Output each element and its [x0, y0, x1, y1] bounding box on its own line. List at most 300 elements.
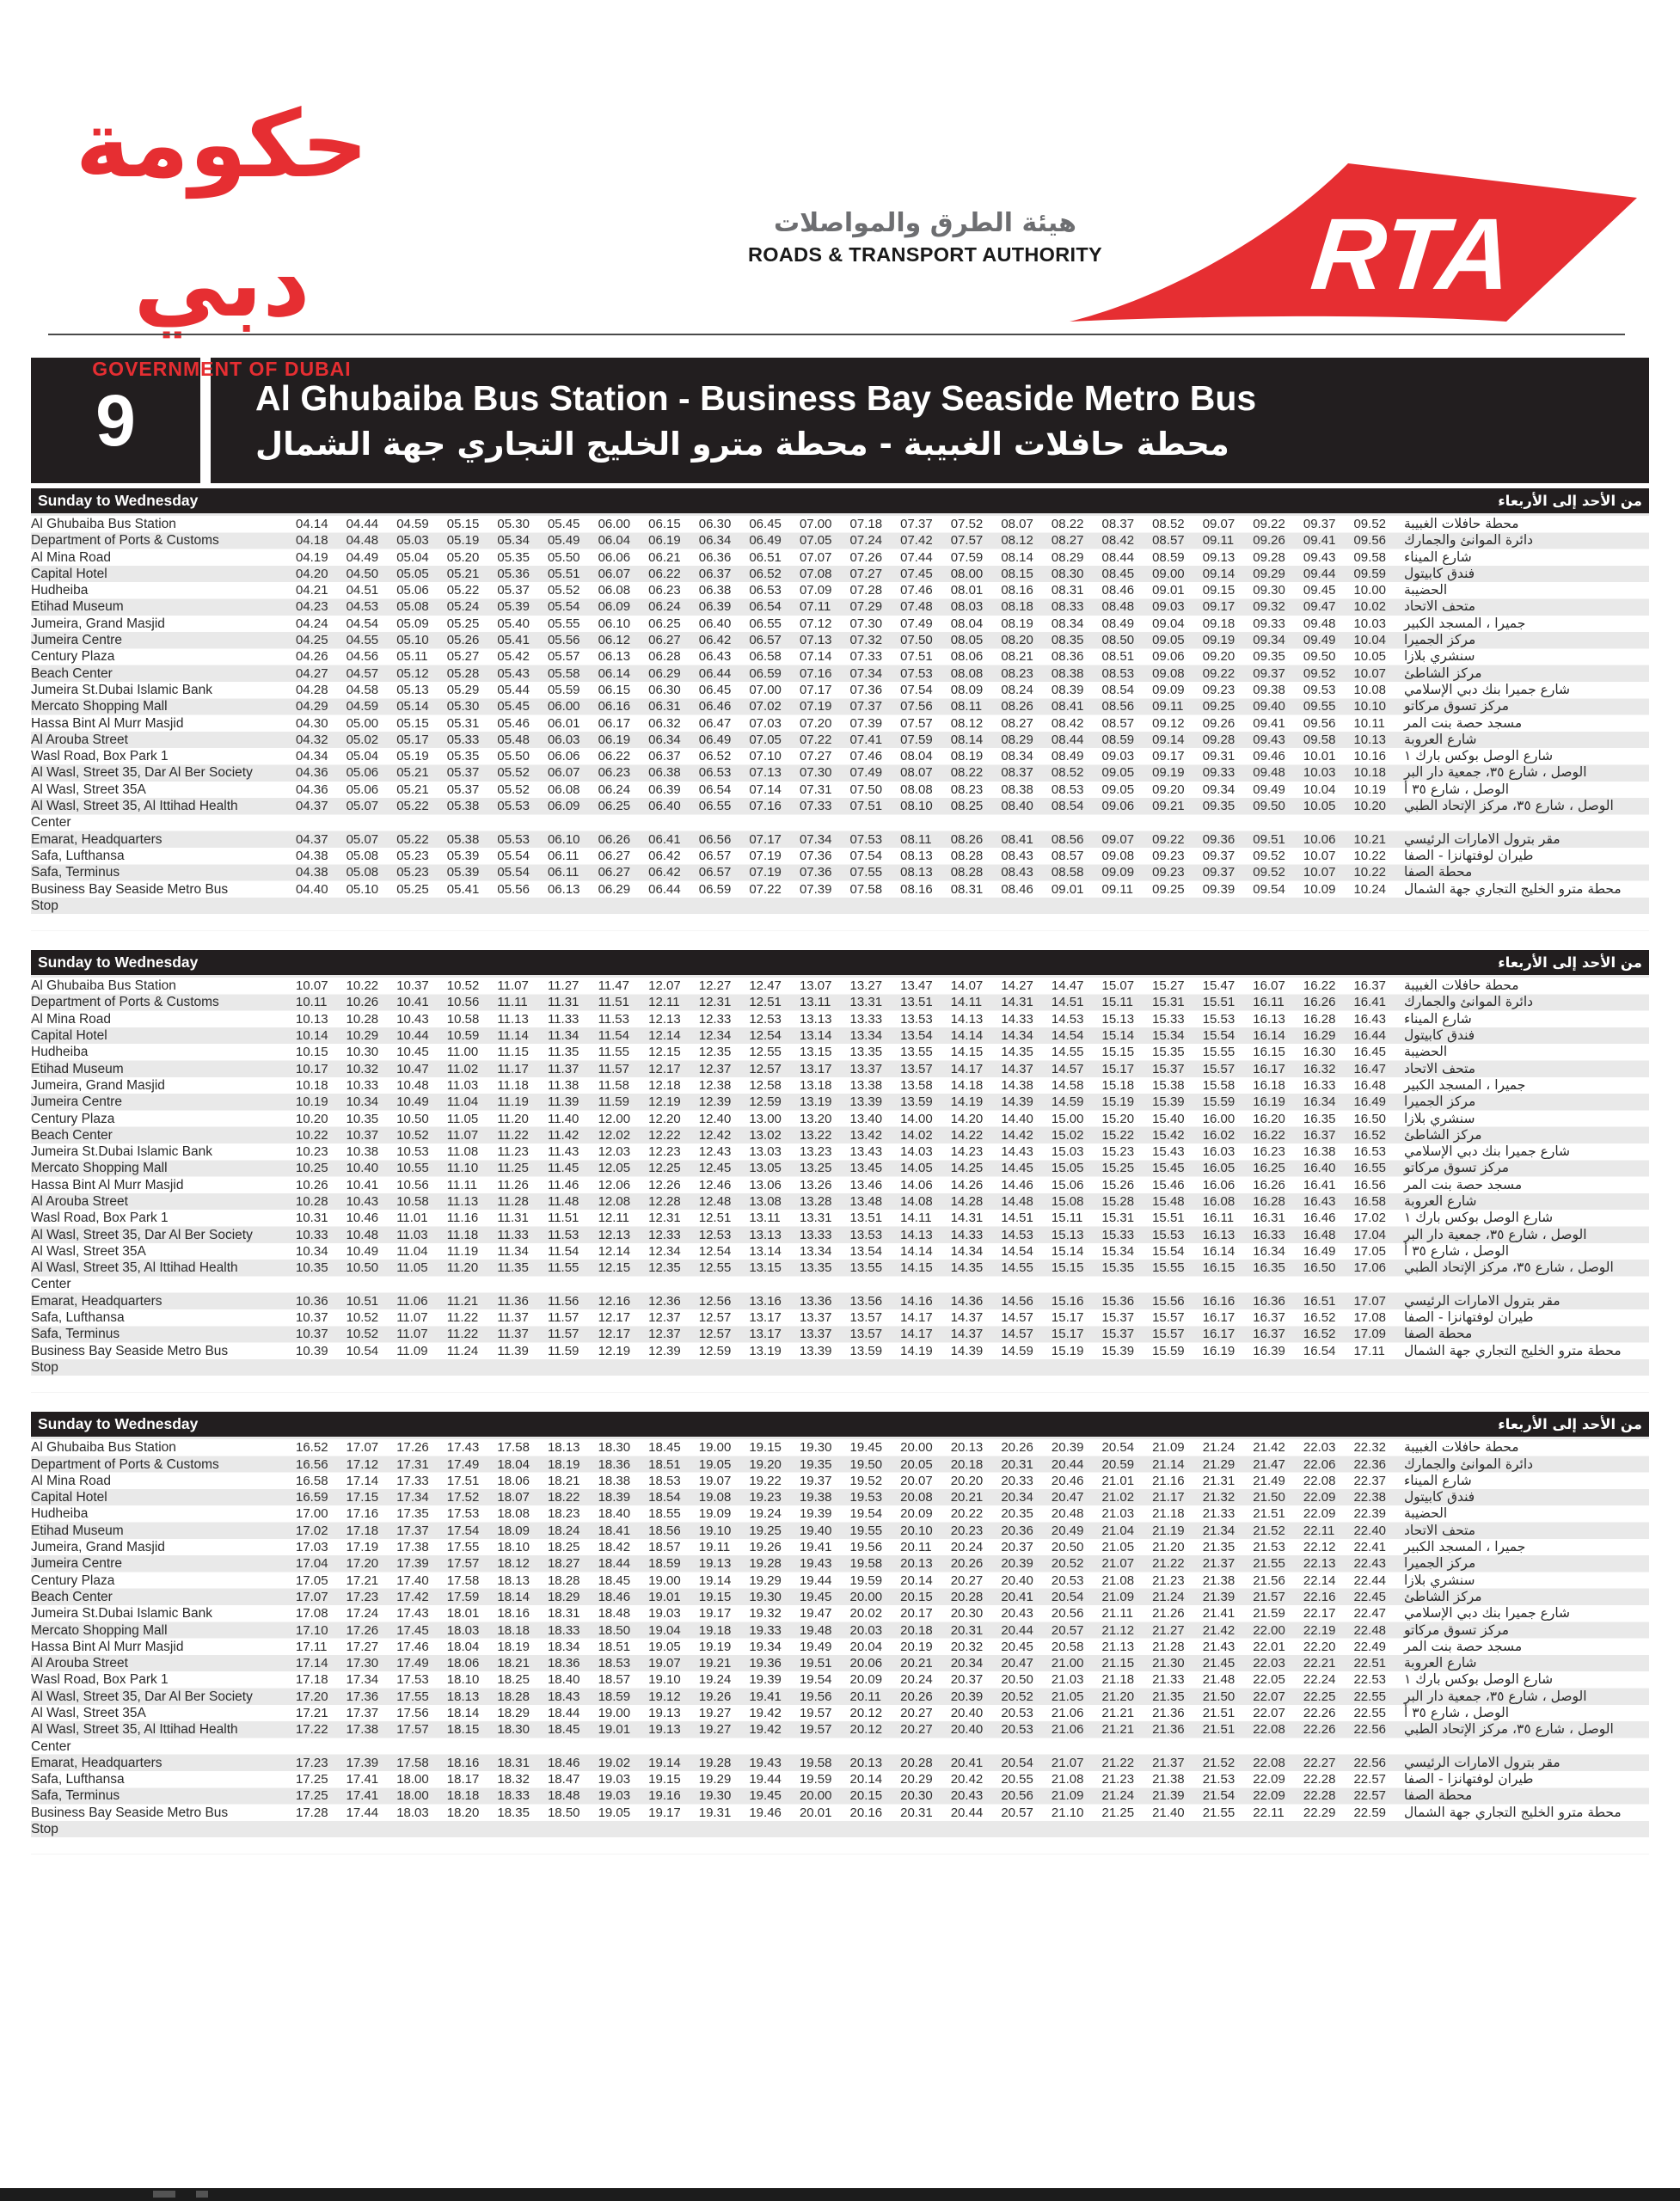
time-cell: 21.51 — [1202, 1722, 1235, 1738]
time-cell: 15.19 — [1101, 1094, 1135, 1110]
time-cell: 09.40 — [1253, 699, 1285, 714]
stop-name-english — [31, 1771, 296, 1787]
stop-name-english-text: Century Plaza — [31, 1111, 115, 1126]
time-cell: 06.57 — [698, 848, 732, 863]
time-cell: 13.54 — [849, 1243, 883, 1259]
time-cell: 04.53 — [346, 599, 379, 615]
time-cell: 21.00 — [1051, 1656, 1084, 1671]
time-cell: 08.16 — [1001, 583, 1033, 598]
departure-times — [296, 1721, 1404, 1738]
time-cell: 10.56 — [446, 995, 480, 1010]
time-cell: 19.39 — [749, 1672, 782, 1688]
time-cell: 21.57 — [1253, 1589, 1285, 1604]
departure-times — [296, 715, 1404, 732]
stop-name-english — [31, 1193, 296, 1210]
time-cell: 06.21 — [648, 549, 681, 565]
time-cell: 10.39 — [296, 1343, 328, 1358]
time-cell: 20.45 — [1001, 1639, 1033, 1654]
stop-name-english-text: Business Bay Seaside Metro Bus Stop — [31, 1343, 229, 1375]
time-cell: 09.37 — [1202, 848, 1235, 863]
time-cell: 05.02 — [346, 732, 379, 747]
time-cell: 18.16 — [497, 1606, 530, 1622]
stop-name-english — [31, 748, 296, 764]
time-cell: 06.10 — [547, 831, 580, 847]
time-cell: 11.38 — [547, 1077, 579, 1093]
time-cell: 13.57 — [900, 1061, 933, 1076]
time-cell: 08.28 — [950, 865, 984, 880]
time-cell: 08.57 — [1152, 533, 1185, 549]
time-cell: 19.28 — [749, 1556, 782, 1572]
time-cell: 22.19 — [1303, 1622, 1336, 1638]
time-cell: 09.17 — [1152, 749, 1185, 764]
stop-name-english — [31, 881, 296, 915]
time-cell: 08.06 — [950, 649, 984, 665]
time-cell: 18.30 — [598, 1440, 631, 1456]
stop-name-english — [31, 1573, 296, 1589]
time-cell: 21.02 — [1101, 1490, 1135, 1505]
time-cell: 07.27 — [849, 566, 883, 581]
stop-name-arabic: مركز الشاطئ — [1404, 665, 1482, 681]
header-divider — [48, 334, 1625, 335]
stop-name-english — [31, 764, 296, 781]
time-cell: 09.23 — [1152, 865, 1185, 880]
time-cell: 13.57 — [849, 1310, 883, 1326]
time-cell: 16.56 — [1353, 1177, 1387, 1192]
time-cell: 12.06 — [598, 1177, 631, 1192]
time-cell: 17.25 — [296, 1788, 328, 1804]
time-cell: 12.05 — [598, 1161, 631, 1176]
time-cell: 16.28 — [1303, 1011, 1336, 1027]
time-cell: 19.35 — [799, 1456, 832, 1472]
stop-name-arabic: شارع جميرا بنك دبي الإسلامي — [1404, 681, 1571, 697]
time-cell: 21.52 — [1253, 1523, 1285, 1538]
time-cell: 20.36 — [1001, 1523, 1033, 1538]
time-cell: 07.12 — [799, 616, 832, 631]
time-cell: 05.07 — [346, 799, 379, 814]
time-cell: 15.06 — [1051, 1177, 1084, 1192]
time-cell: 12.16 — [598, 1293, 631, 1309]
time-cell: 09.33 — [1202, 765, 1235, 781]
time-cell: 13.51 — [900, 995, 933, 1010]
time-cell: 08.51 — [1101, 649, 1135, 665]
time-cell: 11.35 — [497, 1260, 529, 1276]
time-cell: 07.54 — [900, 682, 933, 697]
time-cell: 13.19 — [749, 1343, 782, 1358]
time-cell: 11.23 — [497, 1144, 529, 1160]
time-cell: 12.37 — [648, 1310, 681, 1326]
time-cell: 07.52 — [950, 517, 984, 531]
time-cell: 05.39 — [446, 865, 480, 880]
time-cell: 15.37 — [1101, 1310, 1135, 1326]
time-cell: 11.04 — [396, 1243, 428, 1259]
time-cell: 15.53 — [1152, 1227, 1185, 1242]
time-cell: 22.43 — [1353, 1556, 1387, 1572]
time-cell: 08.56 — [1101, 699, 1135, 714]
time-cell: 20.52 — [1051, 1556, 1084, 1572]
time-cell: 05.50 — [497, 749, 530, 764]
time-cell: 10.35 — [346, 1111, 379, 1126]
time-cell: 19.29 — [749, 1573, 782, 1588]
time-cell: 18.55 — [648, 1506, 681, 1522]
time-cell: 08.43 — [1001, 848, 1033, 863]
time-cell: 15.13 — [1051, 1227, 1084, 1242]
time-cell: 09.43 — [1253, 732, 1285, 747]
stop-name-english — [31, 1655, 296, 1671]
time-cell: 14.53 — [1001, 1227, 1033, 1242]
time-cell: 06.42 — [648, 865, 681, 880]
time-cell: 05.52 — [547, 583, 580, 598]
time-cell: 18.30 — [497, 1722, 530, 1738]
time-cell: 18.16 — [446, 1755, 480, 1770]
time-cell: 11.59 — [598, 1094, 629, 1110]
time-cell: 16.26 — [1253, 1177, 1285, 1192]
time-cell: 14.57 — [1051, 1061, 1084, 1076]
time-cell: 10.22 — [1353, 865, 1387, 880]
time-cell: 14.35 — [1001, 1045, 1033, 1060]
time-cell: 16.02 — [1202, 1127, 1235, 1143]
time-cell: 13.13 — [799, 1011, 832, 1027]
time-cell: 16.34 — [1253, 1243, 1285, 1259]
time-cell: 22.59 — [1353, 1805, 1387, 1820]
time-cell: 17.57 — [446, 1556, 480, 1572]
time-cell: 11.20 — [497, 1111, 529, 1126]
time-cell: 19.05 — [598, 1805, 631, 1820]
time-cell: 10.58 — [396, 1193, 429, 1209]
time-cell: 17.07 — [1353, 1293, 1387, 1309]
time-cell: 22.49 — [1353, 1639, 1387, 1654]
time-cell: 08.19 — [950, 749, 984, 764]
stop-name-arabic: فندق كابيتول — [1404, 1489, 1475, 1505]
time-cell: 15.00 — [1051, 1111, 1084, 1126]
table-row — [31, 1160, 1649, 1176]
time-cell: 09.25 — [1152, 881, 1185, 897]
time-cell: 06.29 — [648, 665, 681, 681]
time-cell: 08.11 — [950, 699, 983, 714]
time-cell: 09.23 — [1202, 682, 1235, 697]
time-cell: 11.51 — [598, 995, 629, 1010]
time-cell: 19.54 — [849, 1506, 883, 1522]
time-cell: 09.56 — [1353, 533, 1387, 549]
time-cell: 10.16 — [1353, 749, 1387, 764]
time-cell: 06.00 — [598, 517, 631, 531]
time-cell: 18.45 — [648, 1440, 681, 1456]
time-cell: 05.54 — [497, 848, 530, 863]
departure-times — [296, 1505, 1404, 1522]
time-cell: 13.43 — [849, 1144, 883, 1160]
day-range-label-english: Sunday to Wednesday — [38, 1415, 199, 1433]
time-cell: 09.33 — [1253, 616, 1285, 631]
time-cell: 14.11 — [950, 995, 983, 1010]
stop-name-english — [31, 1293, 296, 1309]
time-cell: 17.43 — [446, 1440, 480, 1456]
time-cell: 14.14 — [900, 1243, 933, 1259]
time-cell: 09.22 — [1202, 665, 1235, 681]
stop-name-english — [31, 1489, 296, 1505]
time-cell: 22.09 — [1253, 1772, 1285, 1787]
time-cell: 12.45 — [698, 1161, 732, 1176]
stop-name-arabic: مركز الشاطئ — [1404, 1588, 1482, 1604]
table-row — [31, 1439, 1649, 1456]
time-cell: 16.40 — [1303, 1161, 1336, 1176]
table-row — [31, 549, 1649, 566]
time-cell: 06.32 — [648, 715, 681, 731]
time-cell: 15.36 — [1101, 1293, 1135, 1309]
time-cell: 04.36 — [296, 765, 328, 781]
time-cell: 12.23 — [648, 1144, 681, 1160]
time-cell: 19.21 — [698, 1656, 732, 1671]
time-cell: 17.14 — [346, 1473, 379, 1488]
time-cell: 04.49 — [346, 549, 379, 565]
time-cell: 18.13 — [547, 1440, 580, 1456]
time-cell: 18.03 — [446, 1622, 480, 1638]
time-cell: 19.45 — [849, 1440, 883, 1456]
stop-name-arabic: شارع الوصل بوكس بارك ١ — [1404, 748, 1554, 764]
time-cell: 14.57 — [1001, 1310, 1033, 1326]
time-cell: 14.58 — [1051, 1077, 1084, 1093]
stop-name-arabic: دائرة الموانئ والجمارك — [1404, 532, 1534, 549]
stop-name-arabic: محطة الصفا — [1404, 864, 1473, 880]
time-cell: 08.10 — [900, 799, 933, 814]
departure-times — [296, 1127, 1404, 1143]
time-cell: 17.45 — [396, 1622, 429, 1638]
time-cell: 19.29 — [698, 1772, 732, 1787]
time-cell: 09.05 — [1101, 782, 1135, 797]
time-cell: 12.37 — [698, 1061, 732, 1076]
time-cell: 08.56 — [1051, 831, 1084, 847]
time-cell: 14.25 — [950, 1161, 984, 1176]
time-cell: 08.57 — [1051, 848, 1084, 863]
departure-times — [296, 1343, 1404, 1359]
time-cell: 06.11 — [547, 848, 579, 863]
time-cell: 13.16 — [749, 1293, 782, 1309]
time-cell: 12.51 — [749, 995, 782, 1010]
time-cell: 10.37 — [396, 978, 429, 994]
time-cell: 20.22 — [950, 1506, 984, 1522]
time-cell: 08.12 — [1001, 533, 1033, 549]
time-cell: 11.18 — [497, 1077, 529, 1093]
time-cell: 16.38 — [1303, 1144, 1336, 1160]
departure-times — [296, 1787, 1404, 1804]
stop-name-arabic: شارع الوصل بوكس بارك ١ — [1404, 1210, 1554, 1226]
time-cell: 07.16 — [749, 799, 782, 814]
stop-name-english-text: Beach Center — [31, 1589, 113, 1604]
stop-name-english-text: Al Arouba Street — [31, 732, 128, 747]
time-cell: 14.54 — [1051, 1028, 1084, 1044]
stop-name-english-text: Al Wasl, Street 35, Dar Al Ber Society — [31, 1227, 253, 1242]
time-cell: 14.06 — [900, 1177, 933, 1192]
time-cell: 19.01 — [598, 1722, 631, 1738]
departure-times — [296, 994, 1404, 1010]
time-cell: 21.40 — [1152, 1805, 1185, 1820]
time-cell: 08.49 — [1101, 616, 1135, 631]
time-cell: 07.03 — [749, 715, 782, 731]
departure-times — [296, 1705, 1404, 1721]
time-cell: 11.09 — [396, 1343, 428, 1358]
stop-name-english — [31, 1243, 296, 1260]
time-cell: 05.11 — [396, 649, 428, 665]
time-cell: 16.14 — [1253, 1028, 1285, 1044]
time-cell: 07.07 — [799, 549, 832, 565]
stop-name-english — [31, 1077, 296, 1094]
time-cell: 14.56 — [1001, 1293, 1033, 1309]
time-cell: 04.29 — [296, 699, 328, 714]
time-cell: 08.42 — [1051, 715, 1084, 731]
stop-name-arabic: مسجد حصة بنت المر — [1404, 1176, 1523, 1192]
departure-times — [296, 1326, 1404, 1342]
time-cell: 19.58 — [849, 1556, 883, 1572]
time-cell: 10.22 — [1353, 848, 1387, 863]
time-cell: 07.19 — [799, 699, 832, 714]
time-cell: 05.46 — [497, 715, 530, 731]
stop-name-english-text: Emarat, Headquarters — [31, 831, 162, 847]
table-row — [31, 1505, 1649, 1522]
time-cell: 21.54 — [1202, 1788, 1235, 1804]
time-cell: 22.00 — [1253, 1622, 1285, 1638]
time-cell: 11.07 — [446, 1127, 479, 1143]
time-cell: 08.14 — [1001, 549, 1033, 565]
time-cell: 10.44 — [396, 1028, 429, 1044]
time-cell: 04.58 — [346, 682, 379, 697]
time-cell: 21.23 — [1101, 1772, 1135, 1787]
time-cell: 11.07 — [396, 1310, 428, 1326]
time-cell: 13.26 — [799, 1177, 832, 1192]
time-cell: 04.19 — [296, 549, 328, 565]
time-cell: 12.54 — [749, 1028, 782, 1044]
time-cell: 21.53 — [1253, 1540, 1285, 1555]
time-cell: 14.33 — [1001, 1011, 1033, 1027]
time-cell: 08.57 — [1101, 715, 1135, 731]
time-cell: 20.57 — [1051, 1622, 1084, 1638]
stop-name-arabic: مسجد حصة بنت المر — [1404, 1638, 1523, 1654]
time-cell: 20.00 — [849, 1589, 883, 1604]
time-cell: 16.49 — [1303, 1243, 1336, 1259]
time-cell: 06.37 — [698, 566, 732, 581]
time-cell: 10.45 — [396, 1045, 429, 1060]
time-cell: 18.01 — [446, 1606, 480, 1622]
time-cell: 19.10 — [698, 1523, 732, 1538]
time-cell: 19.28 — [698, 1755, 732, 1770]
time-cell: 08.34 — [1051, 616, 1084, 631]
time-cell: 21.42 — [1202, 1622, 1235, 1638]
time-cell: 04.59 — [396, 517, 429, 531]
departure-times — [296, 1671, 1404, 1688]
time-cell: 20.29 — [900, 1772, 933, 1787]
time-cell: 13.42 — [849, 1127, 883, 1143]
time-cell: 22.07 — [1253, 1689, 1285, 1704]
stop-name-english — [31, 1805, 296, 1838]
time-cell: 12.34 — [648, 1243, 681, 1259]
rta-logo-icon — [1064, 162, 1642, 323]
stop-name-english — [31, 798, 296, 831]
stop-name-english — [31, 848, 296, 864]
time-cell: 16.07 — [1253, 978, 1285, 994]
time-cell: 12.13 — [598, 1227, 631, 1242]
stop-name-english-text: Al Wasl, Street 35, Dar Al Ber Society — [31, 765, 253, 781]
table-row — [31, 1473, 1649, 1489]
time-cell: 15.51 — [1152, 1211, 1185, 1226]
time-cell: 10.51 — [346, 1293, 379, 1309]
time-cell: 05.43 — [497, 665, 530, 681]
time-cell: 13.14 — [799, 1028, 832, 1044]
time-cell: 21.11 — [1101, 1606, 1133, 1622]
time-cell: 10.35 — [296, 1260, 328, 1276]
time-cell: 21.24 — [1101, 1788, 1135, 1804]
time-cell: 07.56 — [900, 699, 933, 714]
authority-name-block — [745, 208, 1106, 267]
time-cell: 11.04 — [446, 1094, 479, 1110]
time-cell: 11.07 — [396, 1327, 428, 1342]
time-cell: 20.21 — [900, 1656, 933, 1671]
time-cell: 10.31 — [296, 1211, 328, 1226]
time-cell: 19.30 — [799, 1440, 832, 1456]
time-cell: 06.42 — [648, 848, 681, 863]
time-cell: 07.39 — [799, 881, 832, 897]
time-cell: 15.17 — [1051, 1327, 1084, 1342]
departure-times — [296, 1523, 1404, 1539]
time-cell: 08.34 — [1001, 749, 1033, 764]
stop-name-english — [31, 1177, 296, 1193]
time-cell: 10.26 — [346, 995, 379, 1010]
time-cell: 08.54 — [1051, 799, 1084, 814]
time-cell: 18.59 — [648, 1556, 681, 1572]
time-cell: 13.27 — [849, 978, 883, 994]
time-cell: 19.30 — [749, 1589, 782, 1604]
time-cell: 14.15 — [950, 1045, 984, 1060]
table-row — [31, 732, 1649, 748]
time-cell: 21.20 — [1152, 1540, 1185, 1555]
time-cell: 11.33 — [547, 1011, 579, 1027]
time-cell: 19.30 — [698, 1788, 732, 1804]
stop-name-arabic: الوصل ، شارع ٣٥، جمعية دار البر — [1404, 1688, 1587, 1704]
time-cell: 10.20 — [296, 1111, 328, 1126]
table-row — [31, 798, 1649, 831]
time-cell: 11.33 — [497, 1227, 529, 1242]
time-cell: 22.08 — [1303, 1473, 1336, 1488]
time-cell: 19.37 — [799, 1473, 832, 1488]
time-cell: 08.05 — [950, 633, 984, 648]
stop-name-arabic: متحف الاتحاد — [1404, 1522, 1476, 1538]
time-cell: 17.34 — [346, 1672, 379, 1688]
time-cell: 20.20 — [950, 1473, 984, 1488]
time-cell: 17.18 — [296, 1672, 328, 1688]
time-cell: 16.03 — [1202, 1144, 1235, 1160]
time-cell: 18.34 — [547, 1639, 580, 1654]
time-cell: 21.59 — [1253, 1606, 1285, 1622]
time-cell: 22.11 — [1253, 1805, 1285, 1820]
time-cell: 21.55 — [1202, 1805, 1235, 1820]
time-cell: 11.05 — [446, 1111, 479, 1126]
time-cell: 20.39 — [1051, 1440, 1084, 1456]
time-cell: 10.24 — [1353, 881, 1387, 897]
time-cell: 05.20 — [446, 549, 480, 565]
time-cell: 06.52 — [749, 566, 782, 581]
time-cell: 17.39 — [346, 1755, 379, 1770]
time-cell: 13.39 — [849, 1094, 883, 1110]
time-cell: 09.01 — [1051, 881, 1084, 897]
time-cell: 19.33 — [749, 1622, 782, 1638]
time-cell: 12.17 — [598, 1310, 631, 1326]
time-cell: 06.23 — [648, 583, 681, 598]
time-cell: 08.44 — [1101, 549, 1135, 565]
time-cell: 08.12 — [950, 715, 984, 731]
stop-name-english — [31, 566, 296, 582]
time-cell: 06.34 — [648, 732, 681, 747]
departure-times — [296, 648, 1404, 665]
departure-times — [296, 881, 1404, 898]
table-row — [31, 1755, 1649, 1771]
time-cell: 13.57 — [849, 1327, 883, 1342]
time-cell: 07.27 — [799, 749, 832, 764]
